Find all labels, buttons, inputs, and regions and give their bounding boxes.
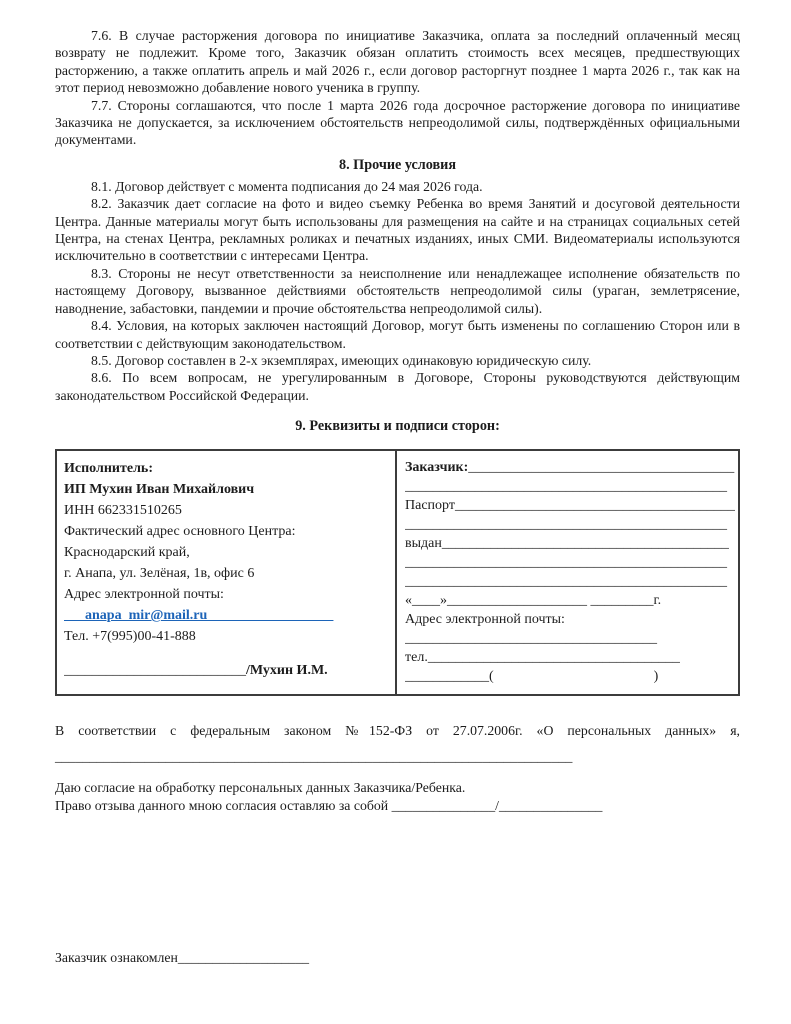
- section-8-heading: 8. Прочие условия: [338, 156, 457, 173]
- customer-passport-blank-2[interactable]: ______________________________________________: [405, 517, 727, 533]
- customer-issued-blank-3[interactable]: ______________________________________________: [405, 574, 727, 590]
- executor-address-label: Фактический адрес основного Центра:: [64, 524, 296, 540]
- customer-signature-row: [405, 667, 735, 686]
- customer-issued-row: [405, 534, 735, 553]
- section-9-heading: 9. Реквизиты и подписи сторон:: [295, 418, 500, 435]
- executor-signature-blank[interactable]: __________________________: [64, 663, 246, 679]
- customer-acknowledged-line[interactable]: Заказчик ознакомлен___________________: [55, 950, 309, 965]
- consent-processing-line: Даю согласие на обработку персональных данных Заказчика/Ребенка.: [55, 780, 466, 796]
- executor-cell: [57, 451, 397, 694]
- customer-name-blank[interactable]: ______________________________________: [468, 460, 735, 476]
- executor-phone: Тел. +7(995)00-41-888: [64, 629, 196, 645]
- customer-signature-blank[interactable]: ____________(: [405, 669, 494, 685]
- clause-8-2: 8.2. Заказчик дает согласие на фото и видео съемку Ребенка во время Занятий и досуговой деятельности Центра. Данные материалы могут быть использованы для размещения на сайте и на страницах социальных сетей Центра, на стенах Центра, рекламных роликах и печатных изданиях, иных СМИ. Видеоматериалы используются исключительно в соответствии с интересами Центра.: [55, 196, 740, 264]
- executor-name: ИП Мухин Иван Михайлович: [64, 482, 255, 498]
- customer-passport-row: [405, 496, 735, 515]
- clause-7-7: 7.7. Стороны соглашаются, что после 1 марта 2026 года досрочное расторжение договора по инициативе Заказчика не допускается, за исключением обстоятельств непреодолимой силы, подтверждённых официальными документами.: [55, 97, 740, 148]
- clause-8-5: 8.5. Договор составлен в 2-х экземплярах, имеющих одинаковую юридическую силу.: [91, 352, 592, 368]
- executor-address-line2: г. Анапа, ул. Зелёная, 1в, офис 6: [64, 566, 255, 582]
- customer-signature-paren-close: ): [653, 669, 659, 685]
- customer-date-blank[interactable]: «____»____________________ _________г.: [405, 593, 662, 609]
- customer-tel-row: [405, 648, 735, 667]
- executor-inn: ИНН 662331510265: [64, 503, 182, 519]
- customer-issued-label: выдан: [405, 536, 442, 552]
- customer-name-blank-2[interactable]: ______________________________________________: [405, 479, 727, 495]
- consent-withdrawal-line: Право отзыва данного мною согласия оставляю за собой _______________/_______________: [55, 797, 603, 813]
- consent-law-paragraph: [55, 718, 740, 770]
- customer-email-label: Адрес электронной почты:: [405, 612, 565, 628]
- customer-email-blank[interactable]: ____________________________________: [405, 631, 657, 647]
- customer-passport-label: Паспорт: [405, 498, 455, 514]
- customer-tel-label: тел.: [405, 650, 428, 666]
- consent-name-blank[interactable]: ___________________________________________________________________________: [55, 749, 573, 765]
- clause-7-6: 7.6. В случае расторжения договора по инициативе Заказчика, оплата за последний оплаченный месяц возврату не подлежит. Кроме того, Заказчик обязан оплатить стоимость всех месяцев, предшествующих расторжению, а также оплатить апрель и май 2026 г., если договор расторгнут позднее 1 марта 2026 г., так как на этот период невозможно добавление нового ученика в группу.: [55, 28, 740, 96]
- executor-signature-spacer: [64, 647, 387, 660]
- customer-issued-blank[interactable]: _________________________________________: [441, 536, 729, 552]
- customer-role-row: [405, 458, 735, 477]
- executor-email-label: Адрес электронной почты:: [64, 587, 224, 603]
- personal-data-consent-block: [55, 718, 740, 814]
- clause-8-1: 8.1. Договор действует с момента подписания до 24 мая 2026 года.: [91, 178, 483, 194]
- customer-tel-blank[interactable]: ____________________________________: [427, 650, 680, 666]
- customer-role-label: Заказчик:: [405, 460, 469, 476]
- clause-8-3: 8.3. Стороны не несут ответственности за неисполнение или ненадлежащее исполнение обязательств по настоящему Договору, вызванное действиями обстоятельств непреодолимой силы (ураган, землетрясение, наводнение, забастовки, пандемии и прочие обстоятельства непреодолимой силы).: [55, 265, 740, 316]
- customer-cell: [397, 451, 743, 694]
- executor-email-link[interactable]: ___anapa_mir@mail.ru__________________: [64, 608, 334, 624]
- customer-passport-blank[interactable]: ________________________________________: [454, 498, 735, 514]
- clause-8-4: 8.4. Условия, на которых заключен настоящий Договор, могут быть изменены по соглашению Сторон или в соответствии с действующим законодательством.: [55, 318, 740, 351]
- consent-law-text: В соответствии с федеральным законом №152-ФЗ от 27.07.2006г. «О персональных данных» я,: [55, 723, 740, 739]
- requisites-signatures-table: [55, 449, 740, 696]
- executor-signature-name: /Мухин И.М.: [246, 663, 328, 679]
- clause-8-6: 8.6. По всем вопросам, не урегулированным в Договоре, Стороны руководствуются действующим законодательством Российской Федерации.: [55, 370, 740, 403]
- customer-issued-blank-2[interactable]: ______________________________________________: [405, 555, 727, 571]
- executor-role-label: Исполнитель:: [64, 461, 153, 477]
- executor-address-line1: Краснодарский край,: [64, 545, 190, 561]
- executor-signature-row: [64, 660, 387, 681]
